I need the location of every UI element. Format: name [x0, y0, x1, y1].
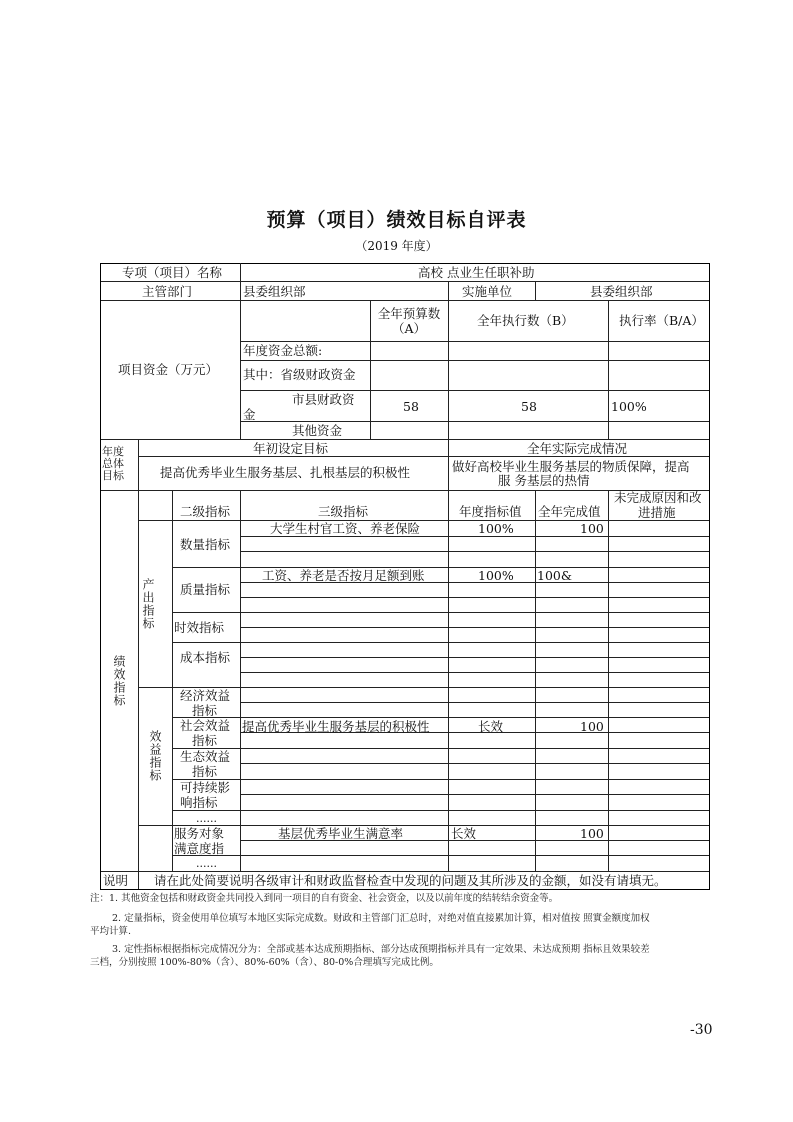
economic-indicator-2: 指标 — [192, 703, 218, 718]
note-2: 2. 定量指标，资金使用单位填写本地区实际完成数。财政和主管部门汇总时，对绝对值直接累加计算，相对值按 照實金额度加权 — [112, 913, 650, 924]
table-border-left — [100, 263, 101, 889]
ellipsis-row-2: ...... — [196, 857, 217, 870]
row-line — [240, 672, 710, 673]
note-3-cont: 三档，分别按照 100%-80%（含）、80%-60%（含）、80-0%合理填写完成比例。 — [90, 957, 439, 968]
quality-level3: 工资、养老是否按月足额到账 — [262, 568, 425, 583]
col-line — [448, 490, 449, 871]
col-target-header: 年度指标值 — [459, 504, 522, 519]
goals-label-1: 年度 — [102, 445, 124, 458]
executed-header: 全年执行数（B） — [477, 313, 574, 328]
col-reason-header-2: 进措施 — [638, 505, 676, 520]
satisfaction-indicator-2: 满意度指 — [174, 841, 225, 856]
quality-actual: 100& — [537, 568, 572, 583]
col-line — [240, 263, 241, 440]
row-line — [240, 597, 710, 598]
note-2-cont: 平均计算. — [90, 926, 132, 937]
city-funds-rate: 100% — [611, 399, 647, 414]
social-indicator-2: 指标 — [192, 733, 218, 748]
city-funds-budget: 58 — [403, 399, 419, 414]
set-goals-text: 提高优秀毕业生服务基层、扎根基层的积极性 — [160, 465, 411, 480]
row-line — [240, 794, 710, 795]
dept-label: 主管部门 — [142, 284, 193, 299]
quantity-indicator: 数量指标 — [180, 537, 231, 552]
row-line — [240, 360, 710, 361]
actual-text-1: 做好高校毕业生服务基层的物质保障，提高 — [452, 459, 690, 474]
year-subtitle: （2019 年度） — [355, 239, 438, 253]
note-1: 注：1. 其他资金包括和财政资金共同投入到同一项目的自有资金、社会资金，以及以前年度的结转结余资金等。 — [90, 893, 559, 904]
goals-label-2: 总体 — [102, 457, 124, 470]
row-line — [138, 456, 710, 457]
output-indicators-label: 产出指标 — [141, 578, 155, 630]
col-line — [138, 439, 139, 871]
col-actual-header: 全年完成值 — [538, 504, 601, 519]
row-line — [100, 300, 710, 301]
budget-header: 全年预算数 — [377, 306, 441, 321]
row-line — [172, 748, 710, 749]
page-title: 预算（项目）绩效目标自评表 — [266, 209, 527, 231]
remark-text: 请在此处简要说明各级审计和财政监督检查中发现的问题及其所涉及的金额，如没有请填无。 — [154, 873, 667, 888]
provincial-funds-label: 其中：省级财政资金 — [243, 367, 356, 382]
quantity-actual: 100 — [580, 521, 604, 536]
row-line — [172, 779, 710, 780]
quantity-target: 100% — [478, 521, 514, 536]
rate-header: 执行率（B/A） — [619, 313, 704, 328]
goals-label-3: 目标 — [102, 469, 124, 482]
note-3: 3. 定性指标根据指标完成情况分为：全部或基本达成预期指标、部分达成预期指标并具有一定效果、未达成预期 指标且效果较差 — [112, 944, 650, 955]
row-line — [172, 810, 710, 811]
satisfaction-actual: 100 — [580, 826, 604, 841]
unit-value: 县委组织部 — [590, 284, 653, 299]
timeliness-indicator: 时效指标 — [174, 620, 225, 635]
sustainability-indicator: 可持续影 — [180, 780, 231, 795]
table-border-top — [100, 263, 710, 264]
row-line — [240, 551, 710, 552]
project-name-value: 高校 点业生任职补助 — [418, 265, 535, 280]
social-actual: 100 — [580, 719, 604, 734]
social-level3: 提高优秀毕业生服务基层的积极性 — [242, 719, 430, 734]
row-line — [240, 536, 710, 537]
col-line — [240, 490, 241, 871]
quality-indicator: 质量指标 — [180, 582, 231, 597]
city-funds-label: 市县财政资 — [292, 392, 355, 407]
ecological-indicator: 生态效益 — [180, 749, 231, 764]
other-funds-label: 其他资金 — [292, 423, 343, 438]
quantity-level3: 大学生村官工资、养老保险 — [270, 521, 421, 536]
col-line — [535, 281, 536, 301]
col-line — [608, 490, 609, 871]
col-line — [535, 490, 536, 871]
col-level2-header: 二级指标 — [180, 504, 231, 519]
set-goals-header: 年初设定目标 — [253, 441, 329, 456]
actual-text-2: 服 务基层的热情 — [498, 473, 590, 488]
row-line — [240, 657, 710, 658]
row-line — [240, 627, 710, 628]
col-line — [608, 300, 609, 440]
row-line — [240, 421, 710, 422]
row-line — [100, 871, 710, 872]
dept-value: 县委组织部 — [243, 284, 306, 299]
satisfaction-level3: 基层优秀毕业生满意率 — [278, 826, 404, 841]
economic-indicator: 经济效益 — [180, 688, 231, 703]
budget-header-a: （A） — [391, 321, 427, 336]
row-line — [240, 763, 710, 764]
actual-header: 全年实际完成情况 — [527, 441, 628, 456]
col-line — [448, 300, 449, 440]
total-funds-label: 年度资金总额: — [243, 343, 323, 358]
ellipsis-row: ...... — [196, 812, 217, 825]
row-line — [172, 855, 710, 856]
col-line — [172, 490, 173, 871]
col-line — [138, 871, 139, 889]
row-line — [240, 702, 710, 703]
ecological-indicator-2: 指标 — [192, 764, 218, 779]
sustainability-indicator-2: 响指标 — [180, 795, 218, 810]
table-border-bottom — [100, 889, 710, 890]
city-funds-executed: 58 — [521, 399, 537, 414]
row-line — [172, 567, 710, 568]
row-line — [172, 642, 710, 643]
social-target: 长效 — [478, 719, 504, 734]
row-line — [100, 281, 710, 282]
col-line — [448, 281, 449, 301]
project-name-label: 专项（项目）名称 — [122, 265, 223, 280]
row-line — [172, 612, 710, 613]
row-line — [240, 390, 710, 391]
row-line — [240, 341, 710, 342]
city-funds-label-2: 金 — [243, 407, 256, 422]
col-level3-header: 三级指标 — [318, 504, 369, 519]
benefit-indicators-label: 效益指标 — [148, 730, 162, 782]
col-line — [448, 439, 449, 490]
row-line — [100, 439, 710, 440]
table-border-right — [709, 263, 710, 889]
col-reason-header: 未完成原因和改 — [614, 490, 702, 505]
row-line — [138, 520, 710, 521]
satisfaction-target: 长效 — [451, 826, 477, 841]
cost-indicator: 成本指标 — [180, 650, 231, 665]
funds-label: 项目资金（万元） — [118, 362, 219, 377]
performance-indicators-label: 绩效指标 — [112, 655, 126, 707]
satisfaction-indicator: 服务对象 — [174, 826, 225, 841]
social-indicator: 社会效益 — [180, 718, 231, 733]
quality-target: 100% — [478, 568, 514, 583]
page-number: -30 — [690, 1022, 713, 1038]
row-line — [172, 717, 710, 718]
unit-label: 实施单位 — [462, 284, 513, 299]
remark-label: 说明 — [103, 873, 129, 888]
